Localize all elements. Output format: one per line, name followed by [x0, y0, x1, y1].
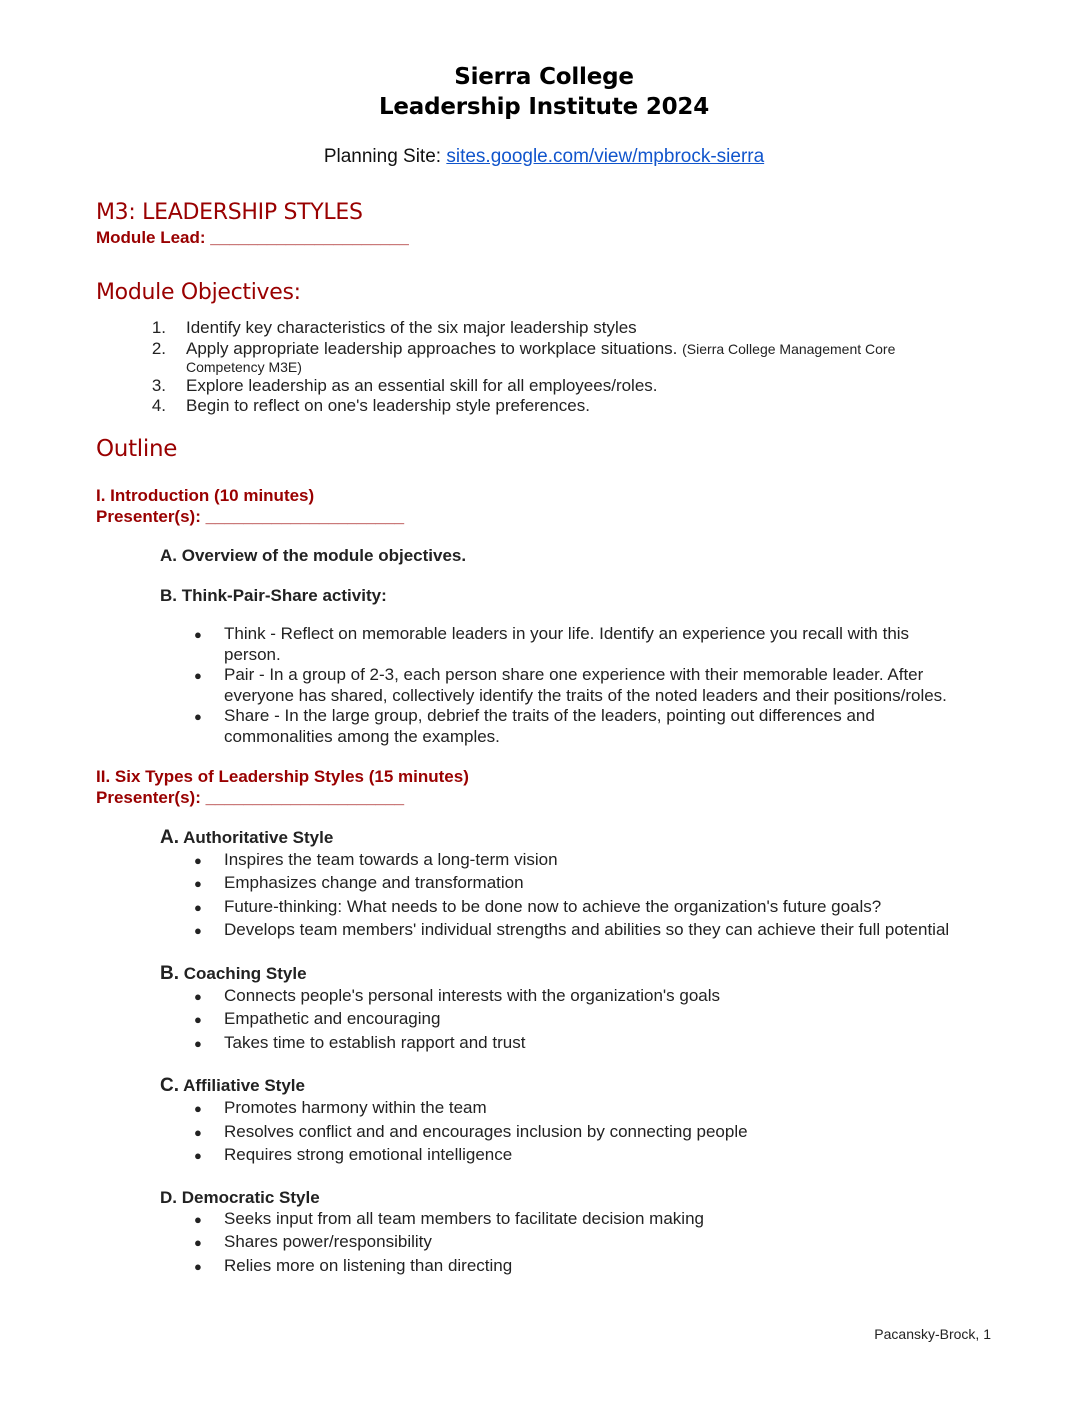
objective-note-continued: Competency M3E): [186, 359, 302, 375]
section-1-title: I. Introduction (10 minutes): [96, 486, 315, 505]
list-item-text: Promotes harmony within the team: [224, 1098, 487, 1117]
style-name: Democratic Style: [181, 1188, 320, 1207]
bullet-dot-icon: ●: [194, 853, 202, 868]
page-footer: Pacansky-Brock, 1: [874, 1326, 991, 1342]
objective-number: 3.: [151, 376, 166, 395]
bullet-dot-icon: ●: [194, 627, 202, 642]
bullet-dot-icon: ●: [194, 989, 202, 1004]
bullet-dot-icon: ●: [194, 876, 202, 891]
style-letter: B.: [160, 963, 179, 984]
style-name: Authoritative Style: [183, 828, 334, 847]
style-heading-coaching: [160, 963, 307, 985]
bullet-dot-icon: ●: [194, 1259, 202, 1274]
list-item-text: Future-thinking: What needs to be done now to achieve the organization's future goals?: [224, 897, 882, 916]
bullet-dot-icon: ●: [194, 668, 202, 683]
objective-text: Apply appropriate leadership approaches to workplace situations.: [186, 339, 678, 358]
style-name: Coaching Style: [183, 964, 307, 983]
list-item-text: Think - Reflect on memorable leaders in your life. Identify an experience you recall with this: [224, 624, 910, 643]
list-item-text: Inspires the team towards a long-term vision: [224, 850, 558, 869]
list-item-text: Develops team members' individual strengths and abilities so they can achieve their full potential: [224, 920, 950, 939]
bullet-dot-icon: ●: [194, 1036, 202, 1051]
list-item-text: Shares power/responsibility: [224, 1232, 432, 1251]
list-item-text: Takes time to establish rapport and trust: [224, 1033, 526, 1052]
planning-site-line: [0, 146, 1088, 168]
module-lead: Module Lead: _____________________: [96, 228, 409, 247]
objective-number: 4.: [151, 396, 166, 415]
objective-text: Identify key characteristics of the six major leadership styles: [186, 318, 637, 337]
objective-text-wrap: [186, 339, 895, 359]
list-item-text: Resolves conflict and and encourages inclusion by connecting people: [224, 1122, 748, 1141]
list-item-continued: everyone has shared, collectively identify the traits of the noted leaders and their positions/roles.: [224, 686, 947, 705]
bullet-dot-icon: ●: [194, 1101, 202, 1116]
style-heading-affiliative: [160, 1075, 305, 1097]
section-1-presenter: Presenter(s): _____________________: [96, 507, 405, 526]
list-item-text: Seeks input from all team members to facilitate decision making: [224, 1209, 704, 1228]
bullet-dot-icon: ●: [194, 1012, 202, 1027]
section-1-item-b: B. Think-Pair-Share activity:: [160, 586, 387, 605]
section-1-item-a: A. Overview of the module objectives.: [160, 546, 467, 565]
list-item-text: Empathetic and encouraging: [224, 1009, 441, 1028]
style-letter: A.: [160, 827, 179, 848]
bullet-dot-icon: ●: [194, 1148, 202, 1163]
style-letter: C.: [160, 1075, 179, 1096]
bullet-dot-icon: ●: [194, 1235, 202, 1250]
objective-number: 2.: [151, 339, 166, 358]
title-line-2: Leadership Institute 2024: [378, 94, 710, 120]
outline-heading: Outline: [96, 436, 178, 462]
objectives-heading: Module Objectives:: [96, 280, 301, 305]
bullet-dot-icon: ●: [194, 1125, 202, 1140]
objective-note: (Sierra College Management Core: [682, 341, 896, 357]
section-2-presenter: Presenter(s): _____________________: [96, 788, 405, 807]
objective-text: Begin to reflect on one's leadership style preferences.: [186, 396, 590, 415]
style-heading-authoritative: [160, 827, 333, 849]
objective-number: 1.: [151, 318, 166, 337]
bullet-dot-icon: ●: [194, 1212, 202, 1227]
section-2-title: II. Six Types of Leadership Styles (15 minutes): [96, 767, 469, 786]
planning-site-label: Planning Site:: [323, 146, 447, 167]
objective-text: Explore leadership as an essential skill for all employees/roles.: [186, 376, 658, 395]
list-item-text: Pair - In a group of 2-3, each person share one experience with their memorable leader. After: [224, 665, 924, 684]
list-item-continued: commonalities among the examples.: [224, 727, 500, 746]
bullet-dot-icon: ●: [194, 923, 202, 938]
bullet-dot-icon: ●: [194, 709, 202, 724]
list-item-text: Relies more on listening than directing: [224, 1256, 513, 1275]
style-name: Affiliative Style: [183, 1076, 305, 1095]
style-letter: D.: [160, 1188, 177, 1207]
title-line-1: Sierra College: [454, 64, 634, 90]
list-item-text: Emphasizes change and transformation: [224, 873, 524, 892]
module-title: M3: LEADERSHIP STYLES: [96, 200, 363, 225]
bullet-dot-icon: ●: [194, 900, 202, 915]
list-item-continued: person.: [224, 645, 281, 664]
style-heading-democratic: [160, 1188, 320, 1208]
list-item-text: Requires strong emotional intelligence: [224, 1145, 513, 1164]
list-item-text: Share - In the large group, debrief the traits of the leaders, pointing out differences and: [224, 706, 875, 725]
list-item-text: Connects people's personal interests with the organization's goals: [224, 986, 721, 1005]
planning-site-link[interactable]: sites.google.com/view/mpbrock-sierra: [446, 146, 765, 167]
